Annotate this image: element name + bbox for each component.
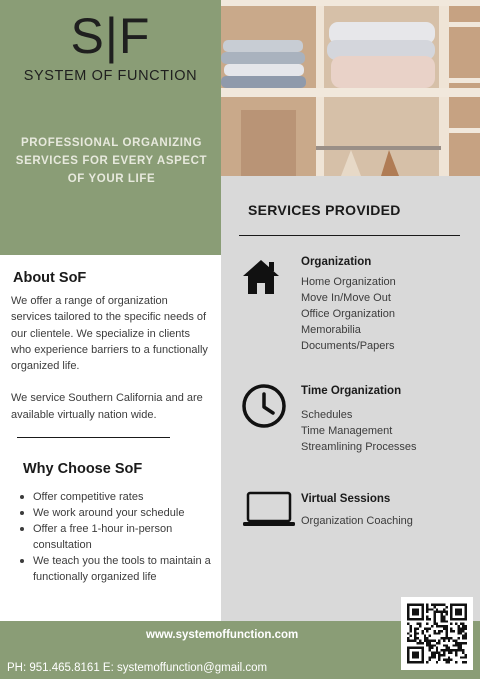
service-group-virtual-sessions	[301, 493, 413, 529]
clock-icon	[241, 383, 287, 434]
list-item: Offer a free 1-hour in-person consultation	[20, 521, 215, 553]
contact-info: PH: 951.465.8161 E: systemoffunction@gmail.com	[7, 662, 268, 674]
service-item: Schedules	[301, 409, 353, 421]
about-paragraph: We offer a range of organization services tailored to the specific needs of our clientele. We specialize in clients who experience barriers to a functionally organized life.	[11, 295, 208, 373]
laptop-icon	[243, 491, 295, 532]
service-item: Move In/Move Out	[301, 292, 391, 304]
services-title: SERVICES PROVIDED	[248, 202, 401, 218]
brand-name: SYSTEM OF FUNCTION	[23, 68, 198, 84]
service-heading: Time Organization	[301, 385, 402, 397]
services-divider	[239, 235, 460, 236]
service-heading: Organization	[301, 256, 372, 268]
tagline: PROFESSIONAL ORGANIZING SERVICES FOR EVERY ASPECT OF YOUR LIFE	[15, 137, 208, 185]
about-paragraph: We service Southern California and are available virtually nation wide.	[11, 392, 203, 421]
why-title: Why Choose SoF	[23, 461, 143, 477]
qr-code-icon[interactable]	[401, 597, 473, 670]
services-panel	[221, 176, 480, 621]
list-item: Offer competitive rates	[20, 489, 215, 505]
service-group-organization	[301, 256, 396, 354]
service-item: Streamlining Processes	[301, 441, 417, 453]
service-item: Memorabilia	[301, 324, 361, 336]
service-item: Documents/Papers	[301, 340, 395, 352]
service-item: Organization Coaching	[301, 515, 413, 527]
service-heading: Virtual Sessions	[301, 493, 391, 505]
website-link[interactable]: www.systemoffunction.com	[146, 629, 299, 641]
about-body	[11, 293, 211, 423]
list-item: We teach you the tools to maintain a functionally organized life	[20, 553, 215, 585]
section-divider	[17, 437, 170, 438]
about-title: About SoF	[13, 270, 87, 286]
closet-photo	[221, 0, 480, 176]
service-item: Home Organization	[301, 276, 396, 288]
service-item: Time Management	[301, 425, 393, 437]
house-icon	[241, 258, 281, 301]
service-item: Office Organization	[301, 308, 395, 320]
brand-header	[0, 0, 221, 255]
service-group-time-organization	[301, 385, 417, 455]
list-item: We work around your schedule	[20, 505, 215, 521]
why-list	[20, 489, 215, 585]
logo-mark: S|F	[70, 8, 151, 64]
